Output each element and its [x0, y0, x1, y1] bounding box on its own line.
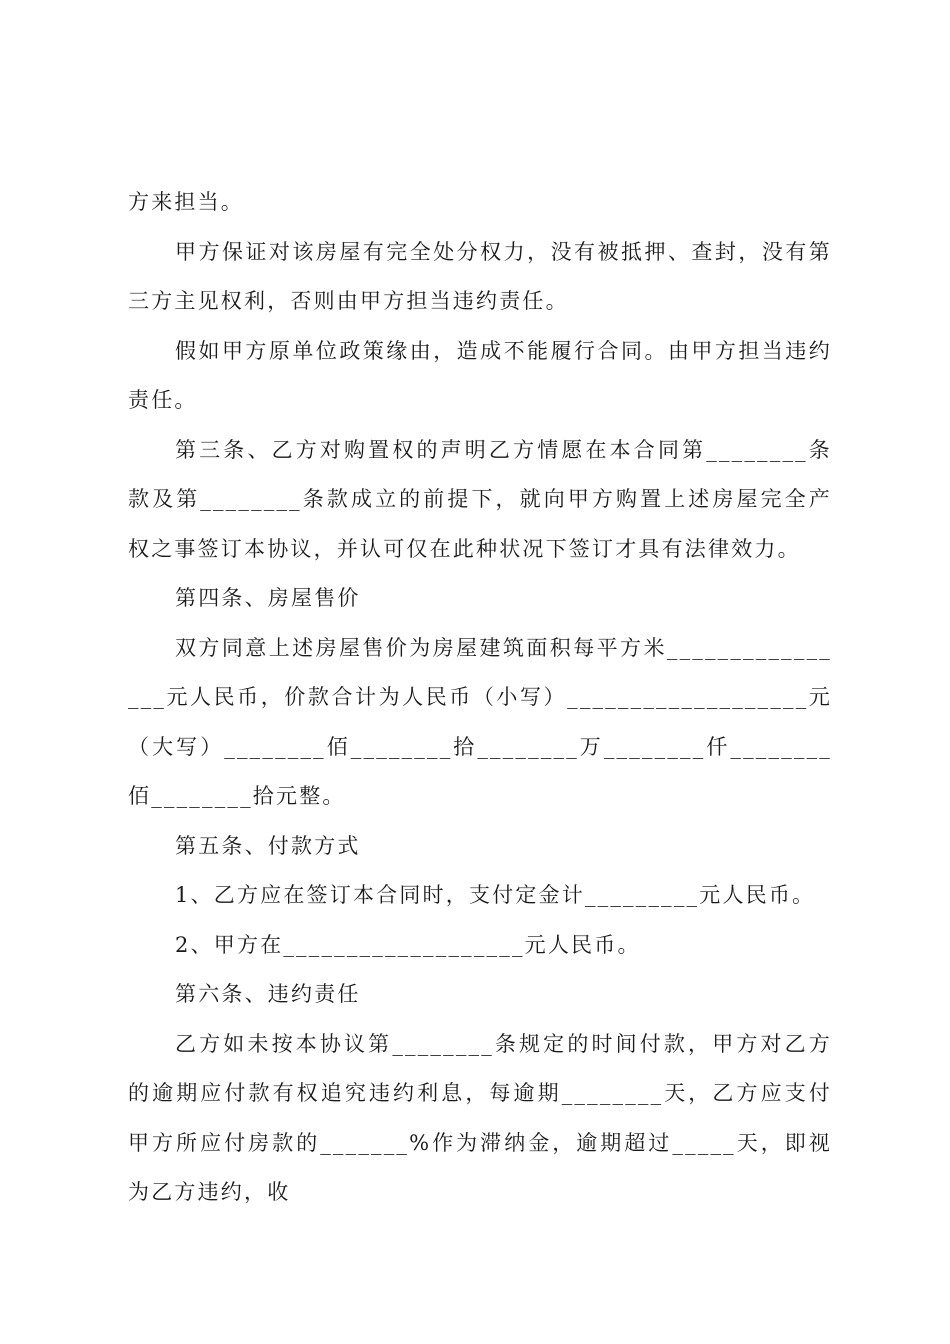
paragraph-3: 假如甲方原单位政策缘由，造成不能履行合同。由甲方担当违约责任。 — [128, 338, 832, 412]
paragraph-4-article-3: 第三条、乙方对购置权的声明乙方情愿在本合同第________条款及第________条款成立的前提下，就向甲方购置上述房屋完全产权之事签订本协议，并认可仅在此种状况下签订才具有法律效力。 — [128, 437, 832, 561]
contract-body — [128, 178, 832, 1218]
heading-article-4: 第四条、房屋售价 — [175, 586, 361, 610]
heading-article-5: 第五条、付款方式 — [175, 833, 361, 858]
heading-article-6: 第六条、违约责任 — [175, 982, 361, 1006]
paragraph-1: 方来担当。 — [128, 190, 244, 214]
payment-item-1: 1、乙方应在签订本合同时，支付定金计_________元人民币。 — [175, 883, 816, 907]
paragraph-price: 双方同意上述房屋售价为房屋建筑面积每平方米________________元人民币，价款合计为人民币（小写）___________________元（大写）________佰________拾________万________仟________佰________拾元整。 — [128, 635, 832, 808]
payment-item-2: 2、甲方在___________________元人民币。 — [175, 932, 641, 957]
paragraph-2: 甲方保证对该房屋有完全处分权力，没有被抵押、查封，没有第三方主见权利，否则由甲方担当违约责任。 — [128, 239, 832, 313]
paragraph-breach: 乙方如未按本协议第________条规定的时间付款，甲方对乙方的逾期应付款有权追究违约利息，每逾期________天，乙方应支付甲方所应付房款的_______%作为滞纳金，逾期超过_____天，即视为乙方违约，收 — [128, 1031, 832, 1204]
